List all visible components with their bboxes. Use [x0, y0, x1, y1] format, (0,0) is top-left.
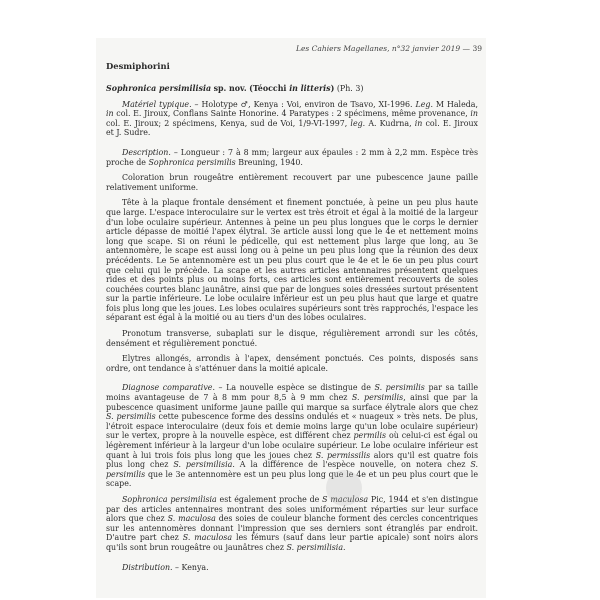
description-text-2: Breuning, 1940.	[235, 157, 303, 167]
head-paragraph: Tête à la plaque frontale densément et finement ponctuée, à peine un peu plus haute que large. L'espace interoculaire sur le vertex est très étroit et égal à la moitié de la largeur d'un lobe oculaire supérieur. Antennes à peine un peu plus longues que le corps le dernier article dépasse de moitié l'apex élytral. 3e article aussi long que le 4e et nettement moins long que scape. Si on réuni le pédicelle, qui est nettement plus large que long, au 3e antennomère, le scape est aussi long ou à peine un peu plus long que la réunion des deux précédents. Le 5e antennomère est un peu plus court que le 4e et le 6e un peu plus court que celui qui le précède. La scape et les autres articles antennaires présentent quelques rides et des points plus ou moins forts, ces articles sont entièrement recouverts de soies couchées courtes blanc jaunâtre, ainsi que par de longues soies dressées surtout présentent sur la partie inférieure. Le lobe oculaire inférieur est un peu plus haut que large et quatre fois plus long que les joues. Les lobes oculaires supérieurs sont très rapprochés, l'espace les séparant est égal à la moitié ou au tiers d'un des lobes oculaires.	[106, 198, 478, 323]
diagnose-s6: S. persimilisia	[173, 460, 233, 470]
material-text-6: col. E. Jiroux et J. Sudre.	[106, 118, 478, 138]
material-in-3: in	[414, 118, 423, 128]
comparison-s3: S. maculosa	[167, 514, 216, 524]
species-nov: sp. nov.	[213, 84, 247, 93]
diagnose-s1: S. persimilis	[374, 383, 425, 393]
comparison-s5: S. persimilisia	[286, 542, 344, 552]
material-leg-1: Leg.	[415, 99, 433, 109]
comparison-s2: S maculosa	[322, 494, 369, 504]
description-species-ref: Sophronica persimilis	[148, 157, 236, 167]
diagnose-paragraph	[106, 383, 478, 489]
comparison-t5: .	[343, 542, 346, 552]
species-plate: (Ph. 3)	[336, 84, 364, 93]
material-text-4: col. E. Jiroux; 2 spécimens, Kenya, sud de Voi, 1/9-VI-1997,	[106, 118, 351, 128]
species-heading	[106, 84, 478, 94]
page-number: 39	[472, 44, 482, 53]
diagnose-t3: , ainsi que par la pubescence quasiment uniforme jaune paille qui marque sa surface élytrale alors que chez	[106, 393, 478, 412]
species-name: Sophronica persimilisia	[106, 84, 212, 93]
diagnose-s4: permilis	[353, 431, 387, 441]
description-text-1: – Longueur : 7 à 8 mm; largeur aux épaules : 2 mm à 2,2 mm. Espèce très proche de	[106, 147, 478, 167]
material-in-2: in	[470, 109, 478, 119]
distribution-paragraph	[106, 563, 478, 573]
diagnose-t1: – La nouvelle espèce se distingue de	[214, 383, 375, 393]
species-author-open: (Téocchi	[249, 84, 290, 93]
diagnose-t8: que le 3e antennomère est un peu plus long que le 4e et un peu plus court que le scape.	[106, 469, 478, 489]
diagnose-t5: où celui-ci est égal ou légèrement inférieur à la largeur d'un lobe oculaire supérieur. Le lobe oculaire inférieur est quant à lui trois fois plus long que les joues chez	[106, 431, 479, 460]
comparison-paragraph	[106, 495, 478, 553]
material-label: Matériel typique.	[122, 99, 192, 109]
material-text-2: M Haleda,	[432, 99, 479, 109]
material-text-5: A. Kudrna,	[365, 118, 415, 128]
comparison-t2: Pic, 1944 et s'en distingue par des articles antennaires montrant des soies uniformément réparties sur leur surface alors que chez	[106, 494, 478, 524]
header-separator: —	[460, 44, 473, 53]
description-paragraph	[106, 148, 478, 167]
section-title: Desmiphorini	[106, 61, 170, 71]
comparison-t1: est également proche de	[216, 494, 323, 504]
diagnose-t2: par sa taille moins avantageuse de 7 à 8 mm pour 8,5 à 9 mm chez	[106, 383, 479, 403]
diagnose-s2: S. persimilis	[351, 393, 404, 403]
article-body	[106, 84, 478, 578]
coloration-paragraph: Coloration brun rougeâtre entièrement recouvert par une pubescence jaune paille relativement uniforme.	[106, 173, 478, 192]
description-label: Description.	[122, 147, 171, 157]
diagnose-t4: cette pubescence forme des dessins ondulés et « nuageux » très nets. De plus, l'étroit espace interoculaire (deux fois et demie moins large qu'un lobe oculaire supérieur) sur le vertex, propre à la nouvelle espèce, est différent chez	[106, 412, 478, 441]
running-header	[296, 44, 482, 54]
diagnose-s5: S. permissilis	[315, 450, 371, 460]
material-text-3: col. E. Jiroux, Conflans Sainte Honorine. 4 Paratypes : 2 spécimens, même provenance,	[113, 109, 471, 119]
comparison-s4: S. maculosa	[182, 533, 233, 543]
material-in-1: in	[106, 109, 114, 119]
journal-page	[96, 38, 486, 598]
journal-title: Les Cahiers Magellanes, n°32 janvier 2019	[296, 44, 461, 53]
species-author-close: )	[330, 84, 335, 93]
comparison-t3: des soies de couleur blanche forment des cercles concentriques sur les antennomères donnant l'impression que ses derniers sont étranglés par endroit. D'autre part chez	[106, 514, 478, 543]
bleed-through-stain	[326, 470, 362, 506]
distribution-label: Distribution.	[122, 562, 173, 572]
comparison-t4: les fémurs (sauf dans leur partie apicale) sont noirs alors qu'ils sont brun rougeâtre ou jaunâtres chez	[106, 533, 478, 552]
diagnose-t6: alors qu'il est quatre fois plus long chez	[106, 450, 478, 470]
diagnose-label: Diagnose comparative.	[122, 383, 215, 393]
species-in-litteris: in litteris	[289, 84, 331, 93]
material-text-1: – Holotype ♂, Kenya : Voi, environ de Tsavo, XI-1996.	[191, 99, 416, 109]
diagnose-s3: S. persimilis	[106, 412, 156, 422]
diagnose-t7: . A la différence de l'espèce nouvelle, on notera chez	[232, 460, 471, 470]
material-paragraph	[106, 100, 478, 138]
distribution-text: – Kenya.	[172, 562, 209, 572]
material-leg-2: leg.	[350, 118, 366, 128]
comparison-s1: Sophronica persimilisia	[122, 494, 217, 504]
elytra-paragraph: Elytres allongés, arrondis à l'apex, densément ponctués. Ces points, disposés sans ordre, ont tendance à s'atténuer dans la moitié apicale.	[106, 354, 478, 373]
diagnose-s7: S. persimilis	[106, 460, 478, 479]
pronotum-paragraph: Pronotum transverse, subaplati sur le disque, régulièrement arrondi sur les côtés, densément et régulièrement ponctué.	[106, 329, 478, 348]
